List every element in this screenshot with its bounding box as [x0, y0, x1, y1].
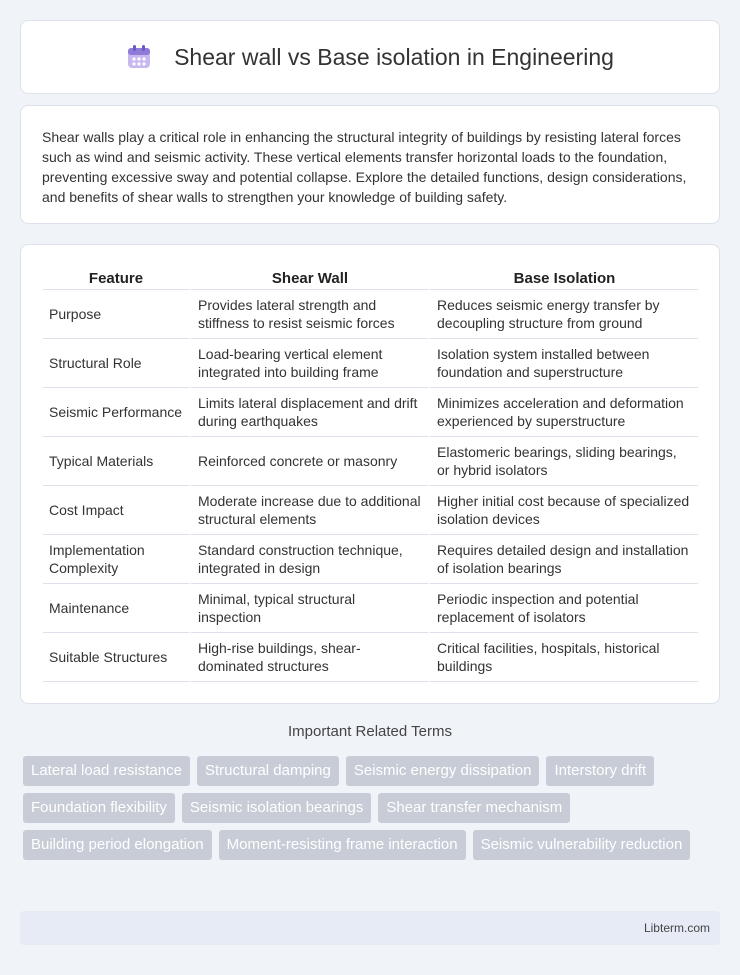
- related-term-tag[interactable]: Seismic energy dissipation: [346, 756, 540, 786]
- row-feature: Structural Role: [43, 339, 189, 388]
- row-feature: Implementation Complexity: [43, 535, 189, 584]
- header-shear-wall: Shear Wall: [189, 266, 428, 290]
- table-row: [43, 486, 698, 535]
- row-shear-wall: Load-bearing vertical element integrated into building frame: [189, 339, 428, 388]
- table-row: [43, 388, 698, 437]
- table-row: [43, 290, 698, 339]
- row-feature: Suitable Structures: [43, 633, 189, 682]
- row-shear-wall: Limits lateral displacement and drift during earthquakes: [189, 388, 428, 437]
- row-shear-wall: Reinforced concrete or masonry: [189, 437, 428, 486]
- related-terms-title: Important Related Terms: [288, 723, 452, 740]
- row-base-isolation: Critical facilities, hospitals, historical buildings: [428, 633, 698, 682]
- row-feature: Seismic Performance: [43, 388, 189, 437]
- row-shear-wall: Provides lateral strength and stiffness to resist seismic forces: [189, 290, 428, 339]
- table-row: [43, 437, 698, 486]
- row-base-isolation: Isolation system installed between foundation and superstructure: [428, 339, 698, 388]
- intro-text: Shear walls play a critical role in enhancing the structural integrity of buildings by resisting lateral forces such as wind and seismic activity. These vertical elements transfer horizontal loads to the foundation, preventing excessive sway and potential collapse. Explore the detailed functions, design considerations, and benefits of shear walls to strengthen your knowledge of building safety.: [42, 129, 687, 205]
- related-terms-list: [23, 756, 723, 867]
- row-base-isolation: Requires detailed design and installation of isolation bearings: [428, 535, 698, 584]
- comparison-card: [20, 244, 720, 704]
- table-row: [43, 584, 698, 633]
- calendar-icon: [126, 44, 152, 70]
- footer-brand-link[interactable]: Libterm.com: [643, 921, 710, 935]
- row-feature: Cost Impact: [43, 486, 189, 535]
- header: [126, 44, 614, 71]
- header-feature: Feature: [43, 266, 189, 290]
- row-base-isolation: Minimizes acceleration and deformation experienced by superstructure: [428, 388, 698, 437]
- row-base-isolation: Periodic inspection and potential replacement of isolators: [428, 584, 698, 633]
- related-term-tag[interactable]: Lateral load resistance: [23, 756, 190, 786]
- comparison-table: [43, 266, 698, 682]
- intro-card: [20, 105, 720, 224]
- row-feature: Purpose: [43, 290, 189, 339]
- table-row: [43, 535, 698, 584]
- header-card: [20, 20, 720, 94]
- row-base-isolation: Higher initial cost because of specialized isolation devices: [428, 486, 698, 535]
- related-term-tag[interactable]: Seismic isolation bearings: [182, 793, 371, 823]
- row-base-isolation: Elastomeric bearings, sliding bearings, or hybrid isolators: [428, 437, 698, 486]
- related-term-tag[interactable]: Foundation flexibility: [23, 793, 175, 823]
- header-base-isolation: Base Isolation: [428, 266, 698, 290]
- related-term-tag[interactable]: Seismic vulnerability reduction: [473, 830, 691, 860]
- row-feature: Typical Materials: [43, 437, 189, 486]
- related-term-tag[interactable]: Moment-resisting frame interaction: [219, 830, 466, 860]
- related-term-tag[interactable]: Structural damping: [197, 756, 339, 786]
- table-header-row: [43, 266, 698, 290]
- row-shear-wall: Moderate increase due to additional structural elements: [189, 486, 428, 535]
- table-row: [43, 633, 698, 682]
- related-term-tag[interactable]: Shear transfer mechanism: [378, 793, 570, 823]
- row-shear-wall: High-rise buildings, shear-dominated structures: [189, 633, 428, 682]
- related-term-tag[interactable]: Interstory drift: [546, 756, 654, 786]
- related-term-tag[interactable]: Building period elongation: [23, 830, 212, 860]
- row-base-isolation: Reduces seismic energy transfer by decoupling structure from ground: [428, 290, 698, 339]
- row-feature: Maintenance: [43, 584, 189, 633]
- page-title: Shear wall vs Base isolation in Engineering: [174, 43, 614, 70]
- row-shear-wall: Minimal, typical structural inspection: [189, 584, 428, 633]
- table-row: [43, 339, 698, 388]
- row-shear-wall: Standard construction technique, integrated in design: [189, 535, 428, 584]
- footer: [20, 911, 720, 945]
